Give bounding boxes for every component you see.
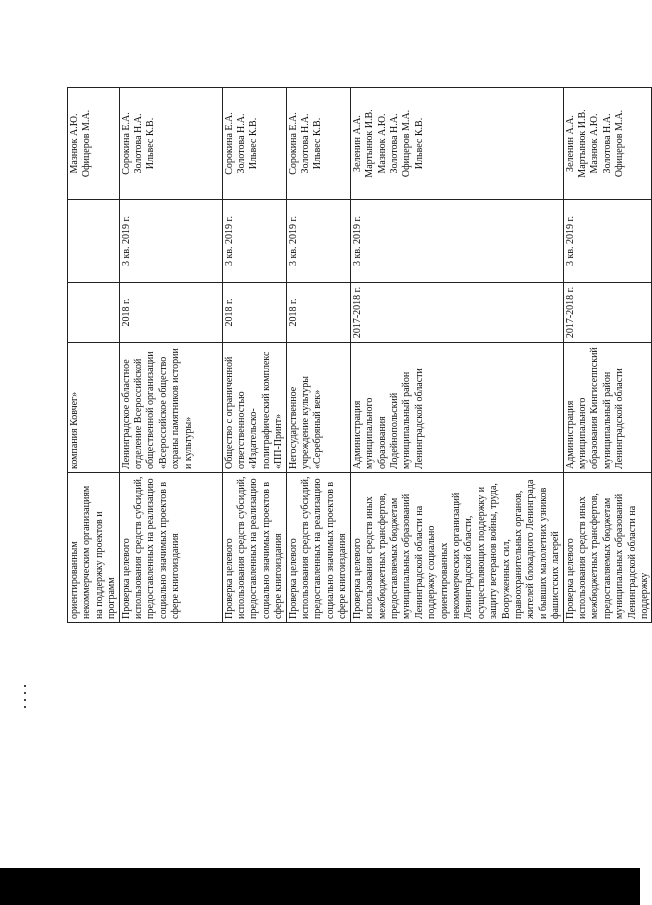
- date-cell: 3 кв. 2019 г.: [286, 200, 350, 283]
- executors-cell: Сорокина Е.А. Золотова Н.А. Ильвес К.В.: [286, 88, 350, 200]
- audit-plan-table: [67, 87, 652, 623]
- subject-cell: Проверка целевого использования средств субсидий, предоставленных на реализацию социально значимых проектов в сфере книгоиздания: [286, 473, 350, 623]
- organization-cell: Администрация муниципального образования Лодейнопольский муниципальный район Ленинградской области: [350, 343, 563, 473]
- date-cell: [68, 200, 120, 283]
- executors-cell: Сорокина Е.А. Золотова Н.А. Ильвес К.В.: [222, 88, 286, 200]
- table-row: [68, 88, 120, 623]
- subject-cell: ориентированным некоммерческим организациям на поддержку проектов и программ: [68, 473, 120, 623]
- date-cell: 3 кв. 2019 г.: [222, 200, 286, 283]
- period-cell: 2017-2018 г.: [350, 283, 563, 343]
- organization-cell: Администрация муниципального образования Кингисеппский муниципальный район Ленинградской области: [563, 343, 652, 473]
- period-cell: [68, 283, 120, 343]
- executors-cell: Сорокина Е.А. Золотова Н.А. Ильвес К.В.: [119, 88, 222, 200]
- margin-marks: [24, 680, 26, 713]
- subject-cell: Проверка целевого использования средств иных межбюджетных трансфертов, предоставляемых бюджетам муниципальных образований Ленинградской области на поддержку: [563, 473, 652, 623]
- organization-cell: Общество с ограниченной ответственностью «Издательско-полиграфический комплекс «ПП-Принт»: [222, 343, 286, 473]
- subject-cell: Проверка целевого использования средств субсидий, предоставленных на реализацию социально значимых проектов в сфере книгоиздания: [119, 473, 222, 623]
- subject-cell: Проверка целевого использования средств иных межбюджетных трансфертов, предоставляемых бюджетам муниципальных образований Ленинградской области на поддержку социально ориентированных некоммерческих организаций Ленинградской области, осуществляющих поддержку и защиту ветеранов войны, труда, Вооруженных сил, правоохранительных органов, жителей блокадного Ленинграда и бывших малолетних узников фашистских лагерей: [350, 473, 563, 623]
- organization-cell: Негосударственное учреждение культуры «Серебряный век»: [286, 343, 350, 473]
- rotated-table-wrapper: [67, 88, 651, 623]
- subject-cell: Проверка целевого использования средств субсидий, предоставленных на реализацию социально значимых проектов в сфере книгоиздания: [222, 473, 286, 623]
- period-cell: 2017-2018 г.: [563, 283, 652, 343]
- organization-cell: Ленинградское областное отделение Всероссийской общественной организации «Всероссийское общество охраны памятников истории и культуры»: [119, 343, 222, 473]
- organization-cell: компания Ковчег»: [68, 343, 120, 473]
- period-cell: 2018 г.: [119, 283, 222, 343]
- date-cell: 3 кв. 2019 г.: [119, 200, 222, 283]
- period-cell: 2018 г.: [222, 283, 286, 343]
- table-row: [119, 88, 222, 623]
- period-cell: 2018 г.: [286, 283, 350, 343]
- table-row: [350, 88, 563, 623]
- executors-cell: Мазнюк А.Ю. Офицеров М.А.: [68, 88, 120, 200]
- table-row: [286, 88, 350, 623]
- date-cell: 3 кв. 2019 г.: [350, 200, 563, 283]
- executors-cell: Зеленин А.А. Мартынюк И.В. Мазнюк А.Ю. Золотова Н.А. Офицеров М.А.: [563, 88, 652, 200]
- date-cell: 3 кв. 2019 г.: [563, 200, 652, 283]
- scan-bottom-band: [0, 868, 640, 905]
- executors-cell: Зеленин А.А. Мартынюк И.В. Мазнюк А.Ю. Золотова Н.А. Офицеров М.А. Ильвес К.В.: [350, 88, 563, 200]
- table-row: [222, 88, 286, 623]
- table-row: [563, 88, 652, 623]
